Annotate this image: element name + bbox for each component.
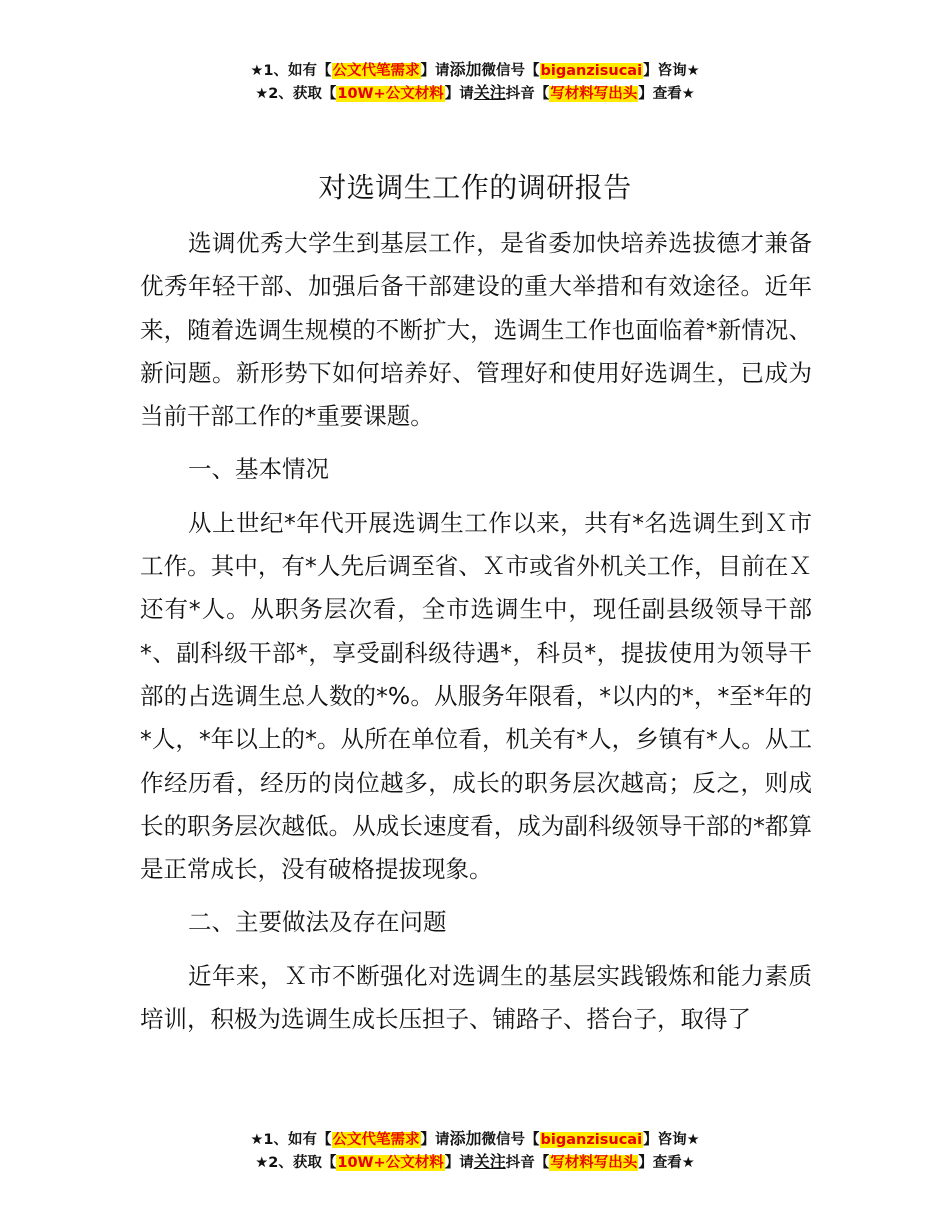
promo-emphasis: 添加 (449, 1129, 482, 1148)
paragraph-practices: 近年来，Ｘ市不断强化对选调生的基层实践锻炼和能力素质培训，积极为选调生成长压担子、铺路子、搭台子，取得了 (140, 961, 812, 1034)
promo-wechat-id: biganzisucai (540, 1132, 643, 1148)
promo-highlight: 10W+公文材料 (337, 86, 444, 102)
promo-banner-bottom (0, 1128, 950, 1174)
promo-text: ★2、获取【 (255, 1155, 337, 1171)
document-body (140, 222, 812, 1051)
promo-text: 】请 (420, 63, 450, 79)
promo-text: ★1、如有【 (250, 63, 332, 79)
paragraph-intro: 选调优秀大学生到基层工作，是省委加快培养选拔德才兼备优秀年轻干部、加强后备干部建设的重大举措和有效途径。近年来，随着选调生规模的不断扩大，选调生工作也面临着*新情况、新问题。新形势下如何培养好、管理好和使用好选调生，已成为当前干部工作的*重要课题。 (140, 229, 812, 431)
promo-highlight: 10W+公文材料 (337, 1155, 444, 1171)
promo-highlight: 公文代笔需求 (332, 1132, 420, 1148)
promo-text: 微信号【 (481, 1132, 540, 1148)
section-heading-2: 二、主要做法及存在问题 (188, 908, 447, 937)
section-heading-1: 一、基本情况 (188, 455, 329, 484)
promo-text: 】咨询★ (643, 1132, 700, 1148)
promo-text: ★1、如有【 (250, 1132, 332, 1148)
promo-text: 】查看★ (638, 86, 695, 102)
promo-highlight: 公文代笔需求 (332, 63, 420, 79)
promo-emphasis: 关注 (473, 83, 506, 102)
promo-text: 】请 (420, 1132, 450, 1148)
promo-text: 抖音【 (505, 86, 550, 102)
promo-wechat-id: biganzisucai (540, 63, 643, 79)
promo-line-2 (0, 82, 950, 105)
promo-text: 】请 (444, 1155, 474, 1171)
promo-text: 】查看★ (638, 1155, 695, 1171)
promo-emphasis: 添加 (449, 60, 482, 79)
promo-text: ★2、获取【 (255, 86, 337, 102)
paragraph-basic-situation: 从上世纪*年代开展选调生工作以来，共有*名选调生到Ｘ市工作。其中，有*人先后调至省、Ｘ市或省外机关工作，目前在Ｘ还有*人。从职务层次看，全市选调生中，现任副县级领导干部*、副科级干部*，享受副科级待遇*，科员*，提拔使用为领导干部的占选调生总人数的*%。从服务年限看，*以内的*，*至*年的*人，*年以上的*。从所在单位看，机关有*人，乡镇有*人。从工作经历看，经历的岗位越多，成长的职务层次越高；反之，则成长的职务层次越低。从成长速度看，成为副科级领导干部的*都算是正常成长，没有破格提拔现象。 (140, 508, 812, 884)
promo-text: 】咨询★ (643, 63, 700, 79)
promo-douyin-id: 写材料写出头 (550, 1155, 638, 1171)
promo-text: 抖音【 (505, 1155, 550, 1171)
promo-text: 】请 (444, 86, 474, 102)
promo-text: 微信号【 (481, 63, 540, 79)
promo-banner-top (0, 59, 950, 105)
promo-douyin-id: 写材料写出头 (550, 86, 638, 102)
promo-line-1 (0, 59, 950, 82)
promo-line-2 (0, 1151, 950, 1174)
document-title: 对选调生工作的调研报告 (318, 171, 632, 204)
promo-line-1 (0, 1128, 950, 1151)
promo-emphasis: 关注 (473, 1152, 506, 1171)
